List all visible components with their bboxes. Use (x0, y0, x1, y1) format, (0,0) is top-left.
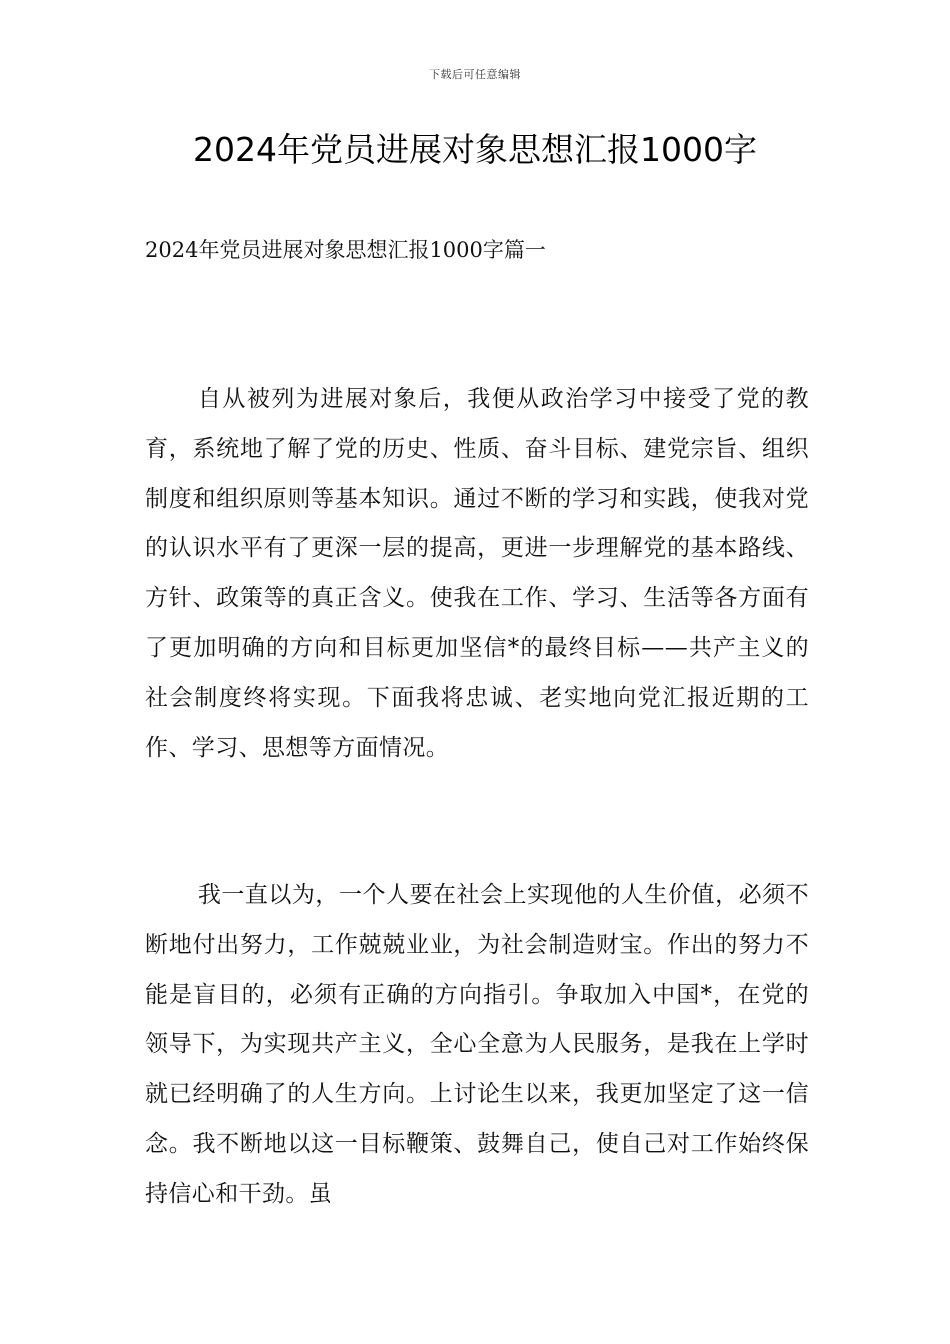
body-paragraph: 自从被列为进展对象后，我便从政治学习中接受了党的教育，系统地了解了党的历史、性质、奋斗目标、建党宗旨、组织制度和组织原则等基本知识。通过不断的学习和实践，使我对党的认识水平有了更深一层的提高，更进一步理解党的基本路线、方针、政策等的真正含义。使我在工作、学习、生活等各方面有了更加明确的方向和目标更加坚信*的最终目标——共产主义的社会制度终将实现。下面我将忠诚、老实地向党汇报近期的工作、学习、思想等方面情况。 (145, 386, 809, 761)
header-note: 下载后可任意编辑 (429, 68, 521, 81)
section-subtitle: 2024年党员进展对象思想汇报1000字篇一 (145, 238, 546, 262)
body-paragraph: 我一直以为，一个人要在社会上实现他的人生价值，必须不断地付出努力，工作兢兢业业，为社会制造财宝。作出的努力不能是盲目的，必须有正确的方向指引。争取加入中国*，在党的领导下，为实现共产主义，全心全意为人民服务，是我在上学时就已经明确了的人生方向。上讨论生以来，我更加坚定了这一信念。我不断地以这一目标鞭策、鼓舞自己，使自己对工作始终保持信心和干劲。虽 (145, 882, 809, 1207)
document-title: 2024年党员进展对象思想汇报1000字 (193, 130, 757, 169)
